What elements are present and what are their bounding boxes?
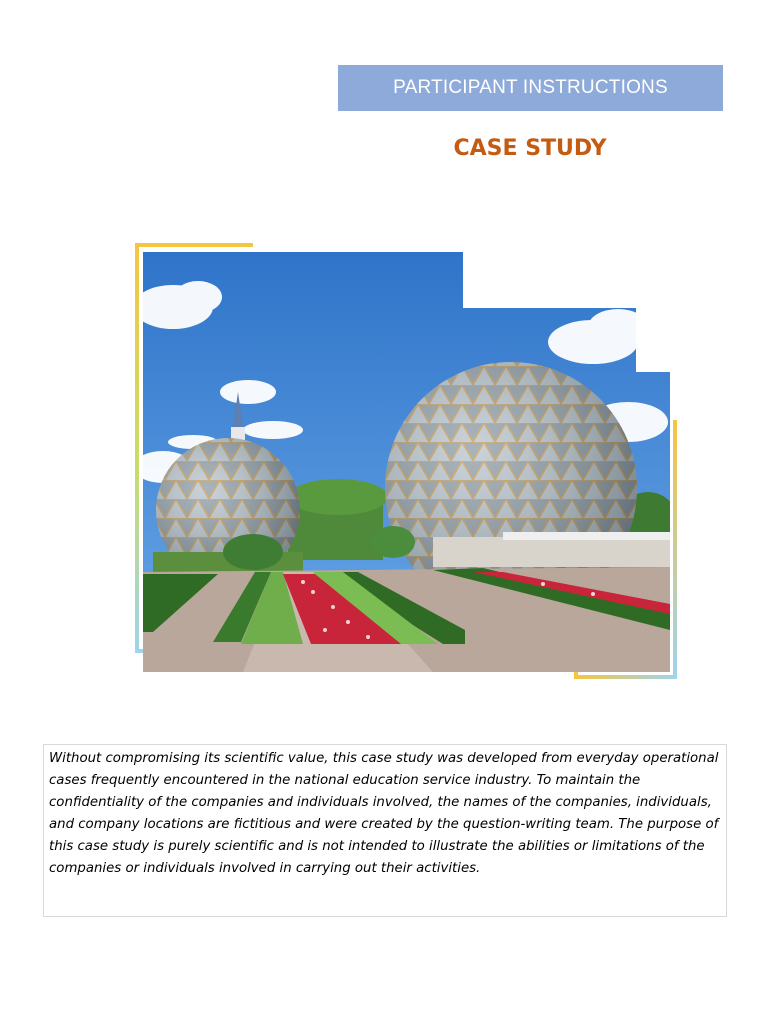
participant-instructions-banner (338, 65, 723, 111)
disclaimer-text: Without compromising its scientific value, this case study was developed from everyday operational cases frequently encountered in the national education service industry. To maintain the confidentiality of the companies and individuals involved, the names of the companies, individuals, and company locations are fictitious and were created by the question-writing team. The purpose of this case study is purely scientific and is not intended to illustrate the abilities or limitations of the companies or individuals involved in carrying out their activities. (49, 751, 719, 876)
banner-label: PARTICIPANT INSTRUCTIONS (393, 77, 668, 98)
disclaimer-box (43, 744, 727, 917)
domes-photo (143, 252, 670, 672)
page-title: CASE STUDY (453, 136, 607, 161)
